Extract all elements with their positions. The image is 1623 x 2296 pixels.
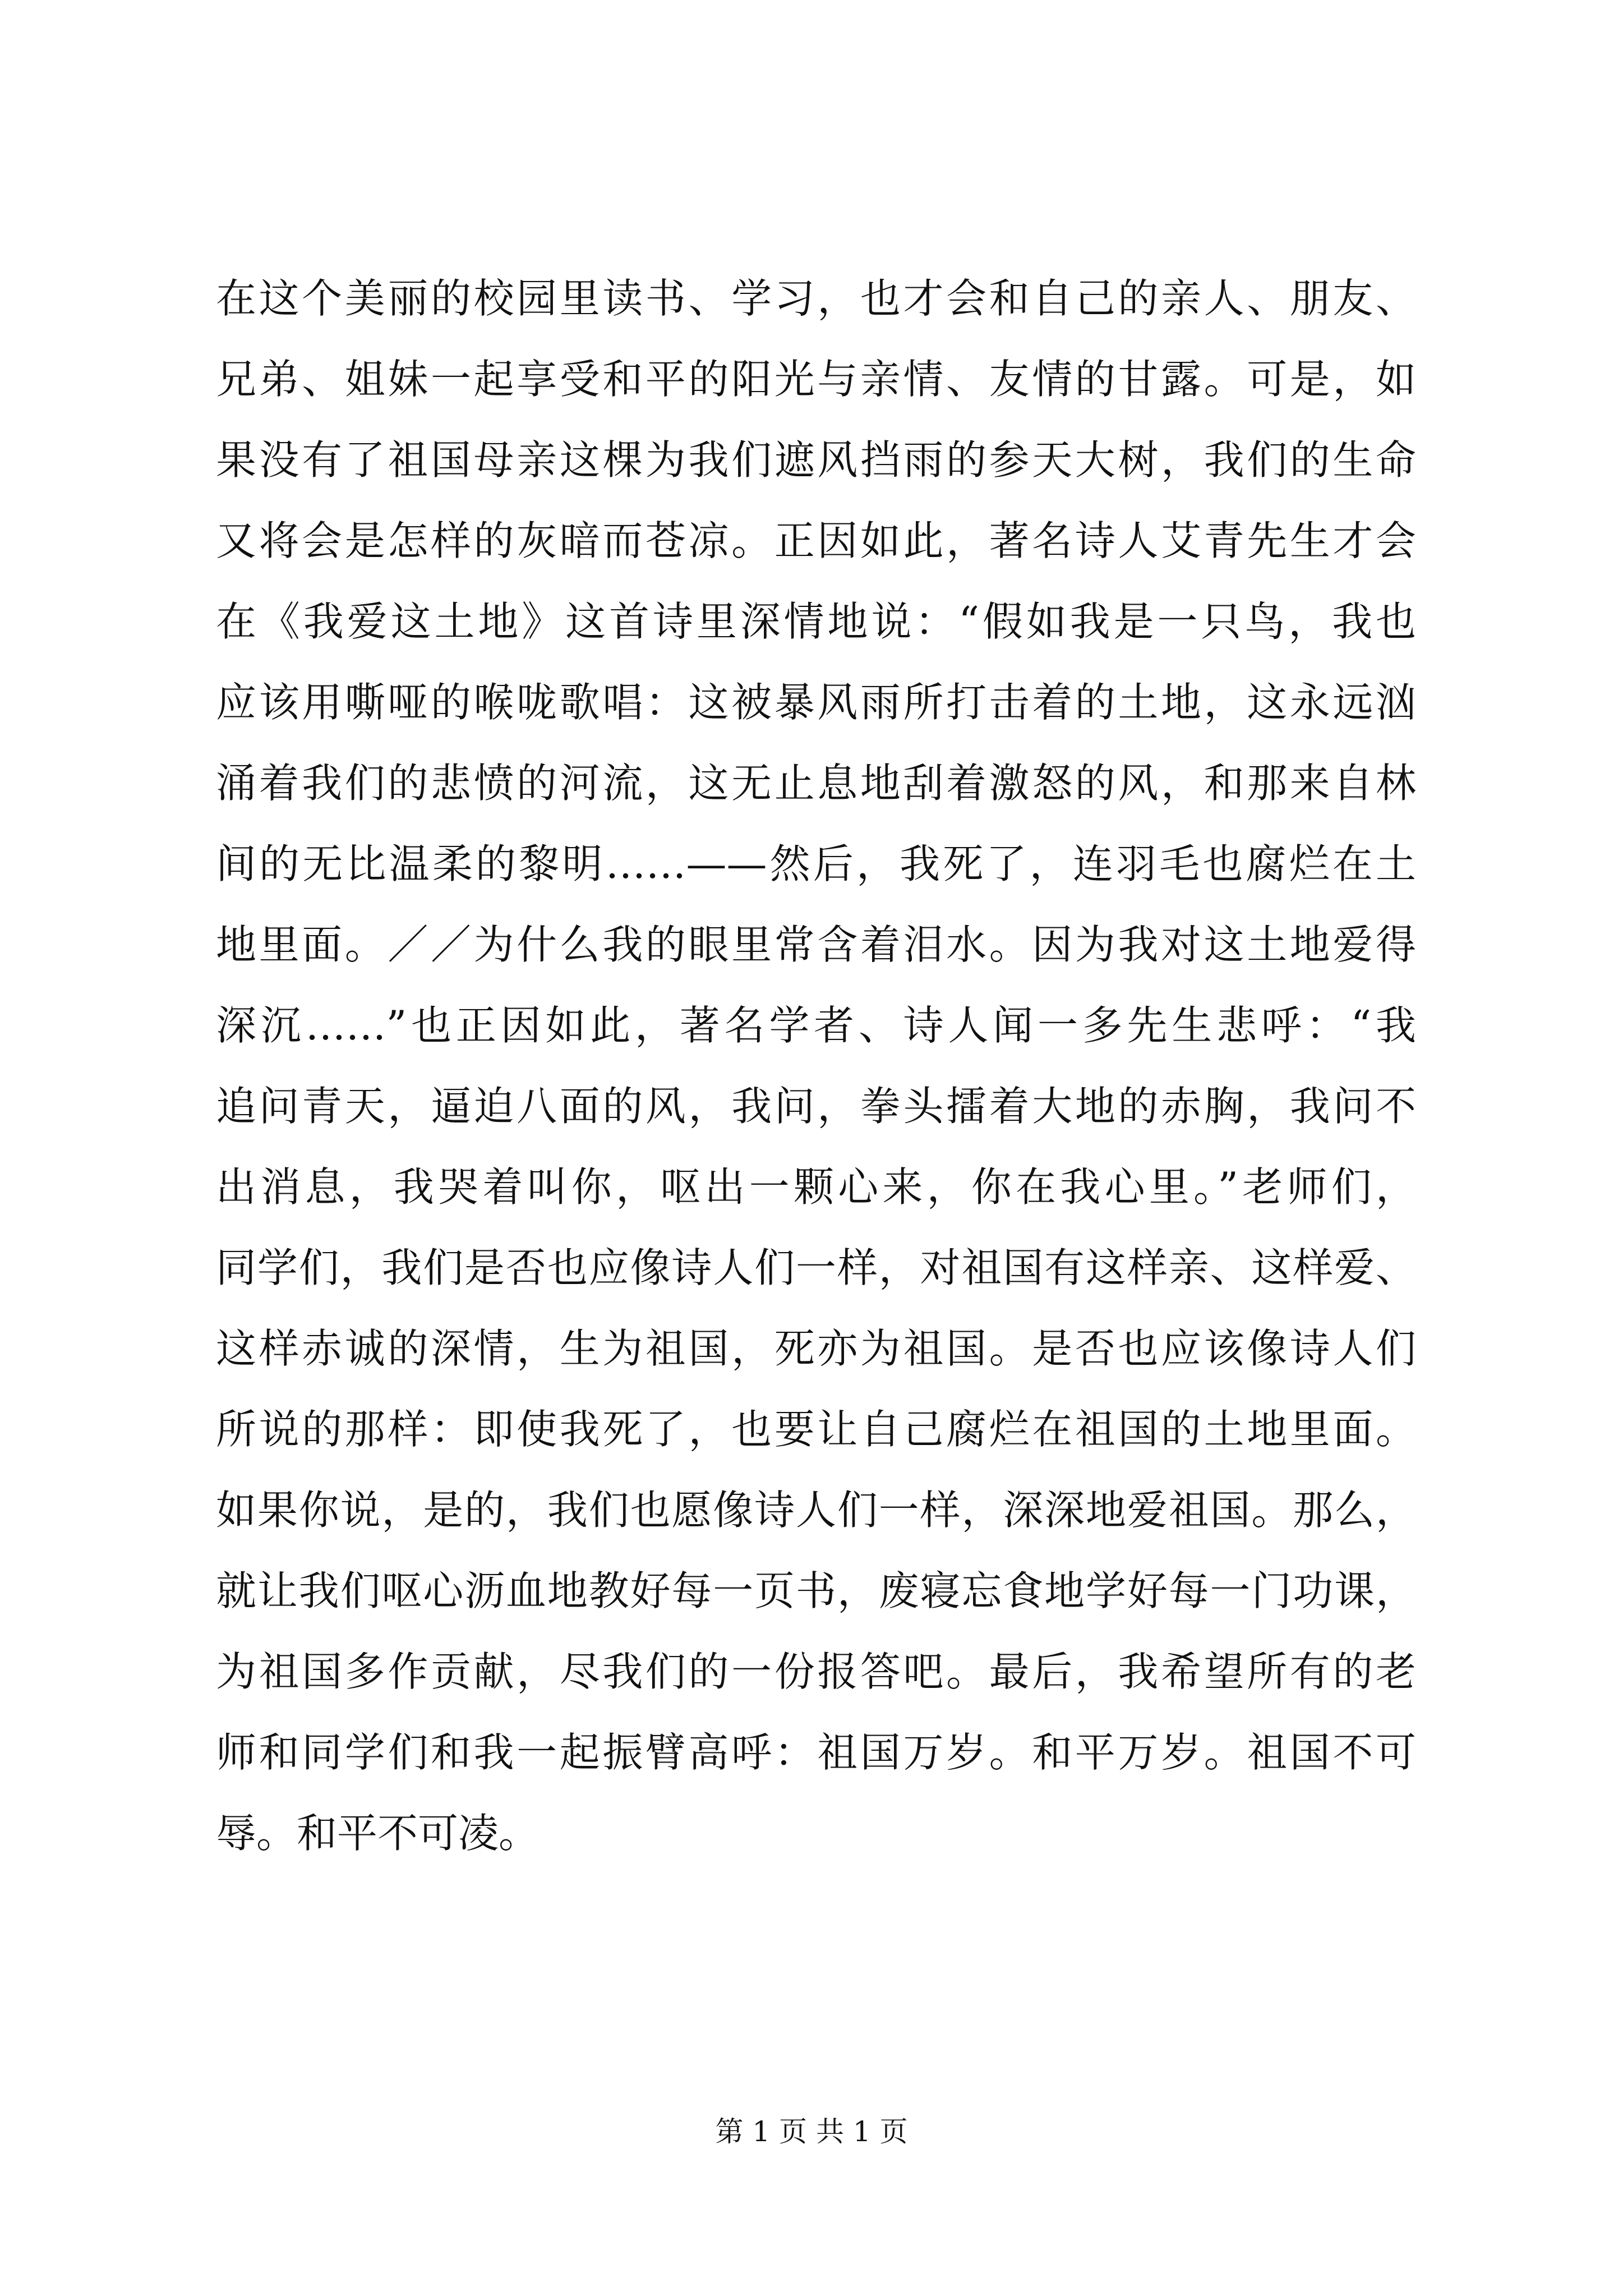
text-line: 出消息，我哭着叫你，呕出一颗心来，你在我心里。”老师们， <box>216 1163 1416 1211</box>
text-line: 果没有了祖国母亲这棵为我们遮风挡雨的参天大树，我们的生命 <box>216 436 1416 484</box>
text-line: 间的无比温柔的黎明……——然后，我死了，连羽毛也腐烂在土 <box>216 840 1416 887</box>
text-line: 在这个美丽的校园里读书、学习，也才会和自己的亲人、朋友、 <box>216 275 1416 322</box>
text-line: 同学们，我们是否也应像诗人们一样，对祖国有这样亲、这样爱、 <box>216 1244 1416 1291</box>
text-line: 所说的那样：即使我死了，也要让自己腐烂在祖国的土地里面。 <box>216 1406 1416 1453</box>
body-paragraph <box>216 258 1416 1874</box>
text-line: 在《我爱这土地》这首诗里深情地说：“假如我是一只鸟，我也 <box>216 598 1416 645</box>
text-line: 应该用嘶哑的喉咙歌唱：这被暴风雨所打击着的土地，这永远汹 <box>216 679 1416 726</box>
text-line: 涌着我们的悲愤的河流，这无止息地刮着激怒的风，和那来自林 <box>216 760 1416 807</box>
text-line: 这样赤诚的深情，生为祖国，死亦为祖国。是否也应该像诗人们 <box>216 1325 1416 1372</box>
text-line: 为祖国多作贡献，尽我们的一份报答吧。最后，我希望所有的老 <box>216 1648 1416 1695</box>
page-number-footer: 第 1 页 共 1 页 <box>715 2115 908 2148</box>
text-line: 追问青天，逼迫八面的风，我问，拳头擂着大地的赤胸，我问不 <box>216 1083 1416 1130</box>
text-line: 又将会是怎样的灰暗而苍凉。正因如此，著名诗人艾青先生才会 <box>216 517 1416 564</box>
text-line: 兄弟、姐妹一起享受和平的阳光与亲情、友情的甘露。可是，如 <box>216 356 1416 403</box>
text-line: 就让我们呕心沥血地教好每一页书，废寝忘食地学好每一门功课， <box>216 1567 1416 1614</box>
text-line: 深沉……”也正因如此，著名学者、诗人闻一多先生悲呼：“我 <box>216 1002 1416 1049</box>
text-line: 地里面。／／为什么我的眼里常含着泪水。因为我对这土地爱得 <box>216 921 1416 968</box>
text-line: 如果你说，是的，我们也愿像诗人们一样，深深地爱祖国。那么， <box>216 1487 1416 1534</box>
text-line: 辱。和平不可凌。 <box>216 1810 540 1857</box>
text-line: 师和同学们和我一起振臂高呼：祖国万岁。和平万岁。祖国不可 <box>216 1729 1416 1776</box>
